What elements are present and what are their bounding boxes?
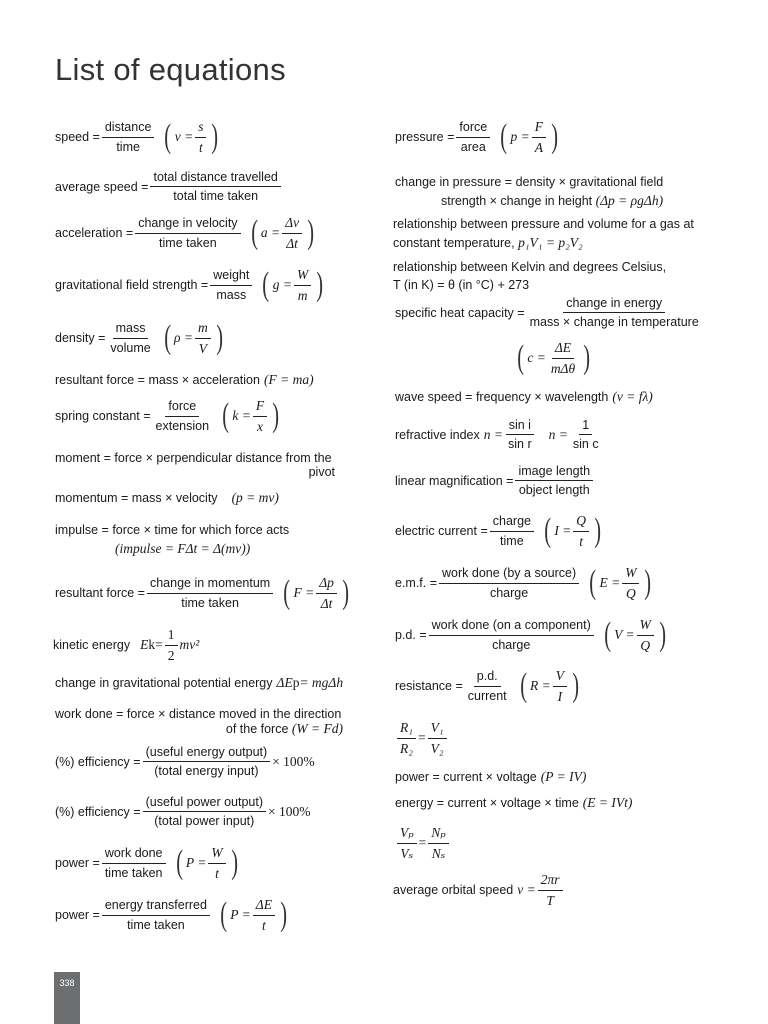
average-speed-equation: average speed = $\frac{\text{total distance travelled}}{\text{total time taken}}$	[55, 170, 283, 204]
emf-equation: e.m.f. = $\frac{\text{work done (by a source)}}{\text{charge}}$ ( E = $\frac{W}{Q}$ )	[395, 564, 652, 602]
transformer-equation: $\frac{\text{Vₚ}}{\text{Vₛ}}$ = $\frac{\text{Nₚ}}{\text{Nₛ}}$	[395, 825, 451, 861]
gravitational-field-strength-equation: gravitational field strength = $\frac{\text{weight}}{\text{mass}}$ ( g = $\frac{W}{m}$ )	[55, 266, 324, 304]
gas-pressure-volume-equation: relationship between pressure and volume for a gas at constant temperature, p₁V₁ = p₂V₂	[393, 217, 694, 251]
efficiency-power-equation: (%) efficiency = $\frac{\text{(useful power output)}}{\text{(total power input)}}$ × 100%	[55, 795, 311, 829]
work-done-equation: work done = force × distance moved in the direction of the force (W = Fd)	[55, 707, 343, 737]
moment-equation: moment = force × perpendicular distance from the pivot	[55, 451, 335, 480]
power-energy-equation: power = $\frac{\text{energy transferred}}{\text{time taken}}$ ( P = $\frac{\Delta E}{t}$ )	[55, 896, 288, 934]
resultant-force-momentum-equation: resultant force = $\frac{\text{change in momentum}}{\text{time taken}}$ ( F = $\frac{\Delta p}{\Delta t}$ )	[55, 574, 349, 612]
efficiency-energy-equation: (%) efficiency = $\frac{\text{(useful energy output)}}{\text{(total energy input)}}$ × 100%	[55, 745, 315, 779]
wave-speed-equation: wave speed = frequency × wavelength (v = fλ)	[395, 389, 653, 404]
density-equation: density = $\frac{\text{mass}}{\text{volume}}$ ( ρ = $\frac{m}{V}$ )	[55, 319, 223, 357]
change-in-pressure-equation: change in pressure = density × gravitational field strength × change in height (Δp = ρgΔh)	[395, 175, 664, 209]
average-orbital-speed-equation: average orbital speed v = $\frac{2\pi r}{T}$	[393, 872, 565, 908]
impulse-equation: impulse = force × time for which force acts (impulse = FΔt = Δ(mv))	[55, 523, 290, 557]
resultant-force-equation: resultant force = mass × acceleration (F = ma)	[55, 372, 314, 387]
kelvin-celsius-equation: relationship between Kelvin and degrees Celsius, T (in K) = θ (in °C) + 273	[393, 260, 667, 293]
specific-heat-capacity-equation: specific heat capacity = $\frac{\text{change in energy}}{\text{mass × change in temperature}}$	[395, 296, 699, 330]
electric-current-equation: electric current = $\frac{\text{charge}}{\text{time}}$ ( I = $\frac{Q}{t}$ )	[395, 512, 602, 550]
speed-equation: speed = $\frac{\text{distance}}{\text{time}}$ ( v = $\frac{s}{t}$ )	[55, 118, 219, 156]
refractive-index-equation: refractive index n = $\frac{\text{sin i}}{\text{sin r}}$ n = $\frac{1}{\text{sin c}}$	[395, 418, 599, 452]
gravitational-potential-energy-equation: change in gravitational potential energy ΔE p = mgΔh	[55, 675, 344, 690]
kinetic-energy-equation: kinetic energy E k = $\frac{1}{2}$ mv²	[53, 627, 200, 663]
power-work-equation: power = $\frac{\text{work done}}{\text{time taken}}$ ( P = $\frac{W}{t}$ )	[55, 844, 238, 882]
page-number: 338	[59, 978, 75, 988]
page-title: List of equations	[55, 52, 286, 87]
linear-magnification-equation: linear magnification = $\frac{\text{image length}}{\text{object length}}$	[395, 464, 595, 498]
energy-current-voltage-time-equation: energy = current × voltage × time (E = IVt)	[395, 795, 633, 810]
momentum-equation: momentum = mass × velocity (p = mv)	[55, 490, 279, 505]
potential-difference-equation: p.d. = $\frac{\text{work done (on a component)}}{\text{charge}}$ ( V = $\frac{W}{Q}$ )	[395, 616, 666, 654]
pressure-equation: pressure = $\frac{\text{force}}{\text{area}}$ ( p = $\frac{F}{A}$ )	[395, 118, 559, 156]
spring-constant-equation: spring constant = $\frac{\text{force}}{\text{extension}}$ ( k = $\frac{F}{x}$ )	[55, 397, 280, 435]
resistance-equation: resistance = $\frac{p.d.}{\text{current}}$ ( R = $\frac{V}{I}$ )	[395, 667, 580, 705]
acceleration-equation: acceleration = $\frac{\text{change in velocity}}{\text{time taken}}$ ( a = $\frac{\Delta v}{\Delta t}$ )	[55, 214, 315, 252]
specific-heat-capacity-formula: ( c = $\frac{\Delta E}{\text{mΔθ}}$ )	[517, 339, 591, 377]
resistance-voltage-ratio-equation: $\frac{\text{R₁}}{\text{R₂}}$ = $\frac{\text{V₁}}{\text{V₂}}$	[395, 720, 449, 756]
power-current-voltage-equation: power = current × voltage (P = IV)	[395, 769, 587, 784]
